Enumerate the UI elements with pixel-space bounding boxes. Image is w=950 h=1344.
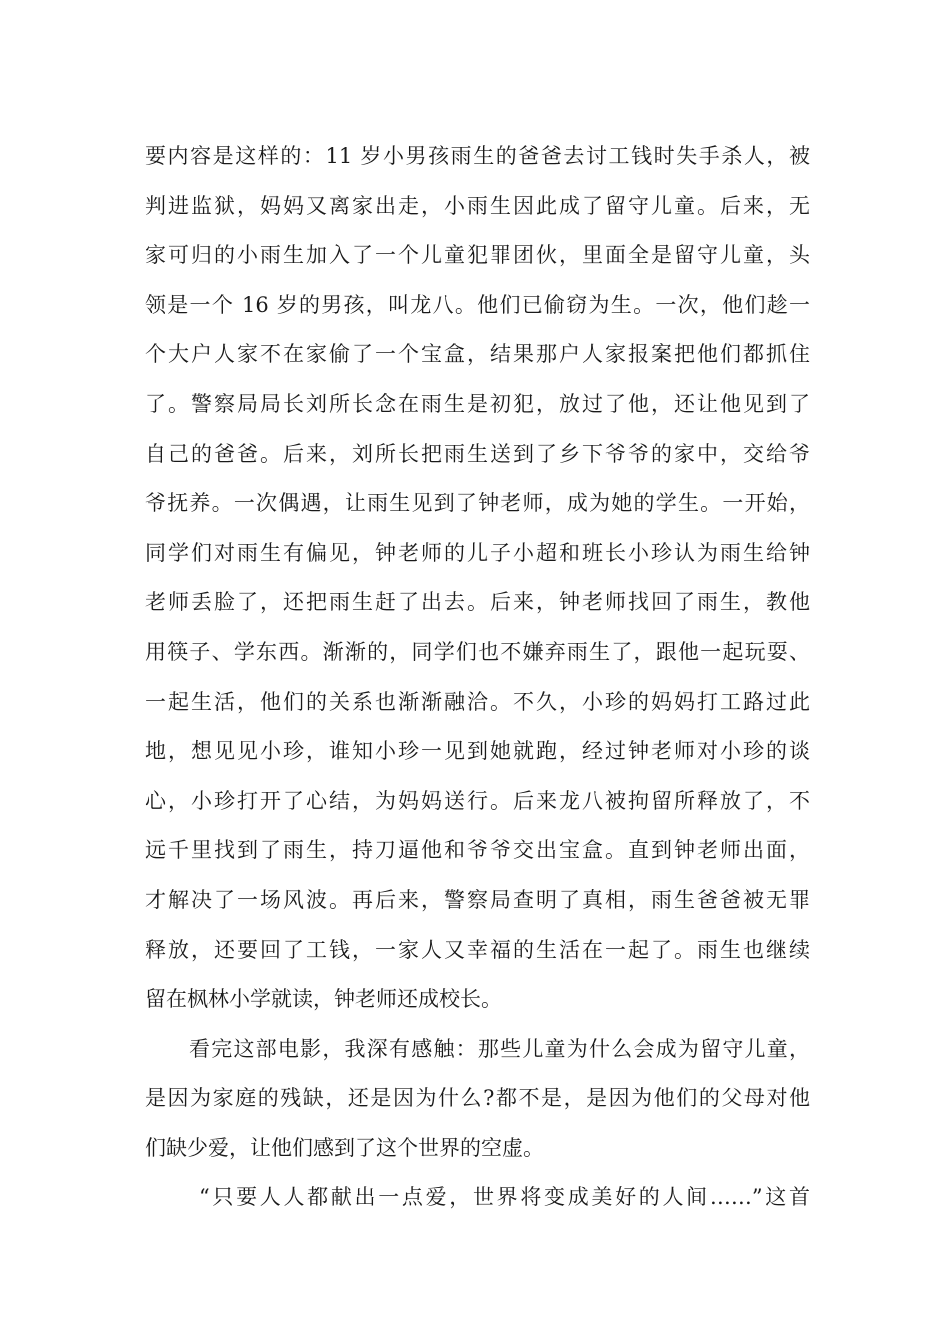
text-line: 了。警察局局长刘所长念在雨生是初犯，放过了他，还让他见到了 xyxy=(145,391,810,416)
text-line: 判进监狱，妈妈又离家出走，小雨生因此成了留守儿童。后来，无 xyxy=(145,193,810,218)
text-line: 爷抚养。一次偶遇，让雨生见到了钟老师，成为她的学生。一开始， xyxy=(145,491,810,516)
text-line: 老师丢脸了，还把雨生赶了出去。后来，钟老师找回了雨生，教他 xyxy=(145,590,810,615)
text-line: 用筷子、学东西。渐渐的，同学们也不嫌弃雨生了，跟他一起玩耍、 xyxy=(145,639,810,664)
text-line: 要内容是这样的：11 岁小男孩雨生的爸爸去讨工钱时失手杀人，被 xyxy=(145,144,810,168)
text-line: 个大户人家不在家偷了一个宝盒，结果那户人家报案把他们都抓住 xyxy=(145,342,810,367)
paragraph-first-line: 看完这部电影，我深有感触：那些儿童为什么会成为留守儿童， xyxy=(189,1036,810,1061)
text-line: 远千里找到了雨生，持刀逼他和爷爷交出宝盒。直到钟老师出面， xyxy=(145,838,810,863)
text-line: 留在枫林小学就读，钟老师还成校长。 xyxy=(145,987,502,1012)
text-line: 们缺少爱，让他们感到了这个世界的空虚。 xyxy=(145,1135,544,1160)
text-line: 领是一个 16 岁的男孩，叫龙八。他们已偷窃为生。一次，他们趁一 xyxy=(145,292,810,317)
text-line: 一起生活，他们的关系也渐渐融洽。不久，小珍的妈妈打工路过此 xyxy=(145,689,810,714)
text-line: 才解决了一场风波。再后来，警察局查明了真相，雨生爸爸被无罪 xyxy=(145,887,810,912)
text-line: 家可归的小雨生加入了一个儿童犯罪团伙，里面全是留守儿童，头 xyxy=(145,243,810,268)
text-line: 是因为家庭的残缺，还是因为什么?都不是，是因为他们的父母对他 xyxy=(145,1086,810,1111)
text-line: 心，小珍打开了心结，为妈妈送行。后来龙八被拘留所释放了，不 xyxy=(145,788,810,813)
text-line: 自己的爸爸。后来，刘所长把雨生送到了乡下爷爷的家中，交给爷 xyxy=(145,441,810,466)
paragraph-first-line: “只要人人都献出一点爱，世界将变成美好的人间……”这首 xyxy=(199,1185,810,1210)
text-line: 同学们对雨生有偏见，钟老师的儿子小超和班长小珍认为雨生给钟 xyxy=(145,540,810,565)
text-line: 释放，还要回了工钱，一家人又幸福的生活在一起了。雨生也继续 xyxy=(145,937,810,962)
text-line: 地，想见见小珍，谁知小珍一见到她就跑，经过钟老师对小珍的谈 xyxy=(145,739,810,764)
body-text xyxy=(145,132,810,1223)
